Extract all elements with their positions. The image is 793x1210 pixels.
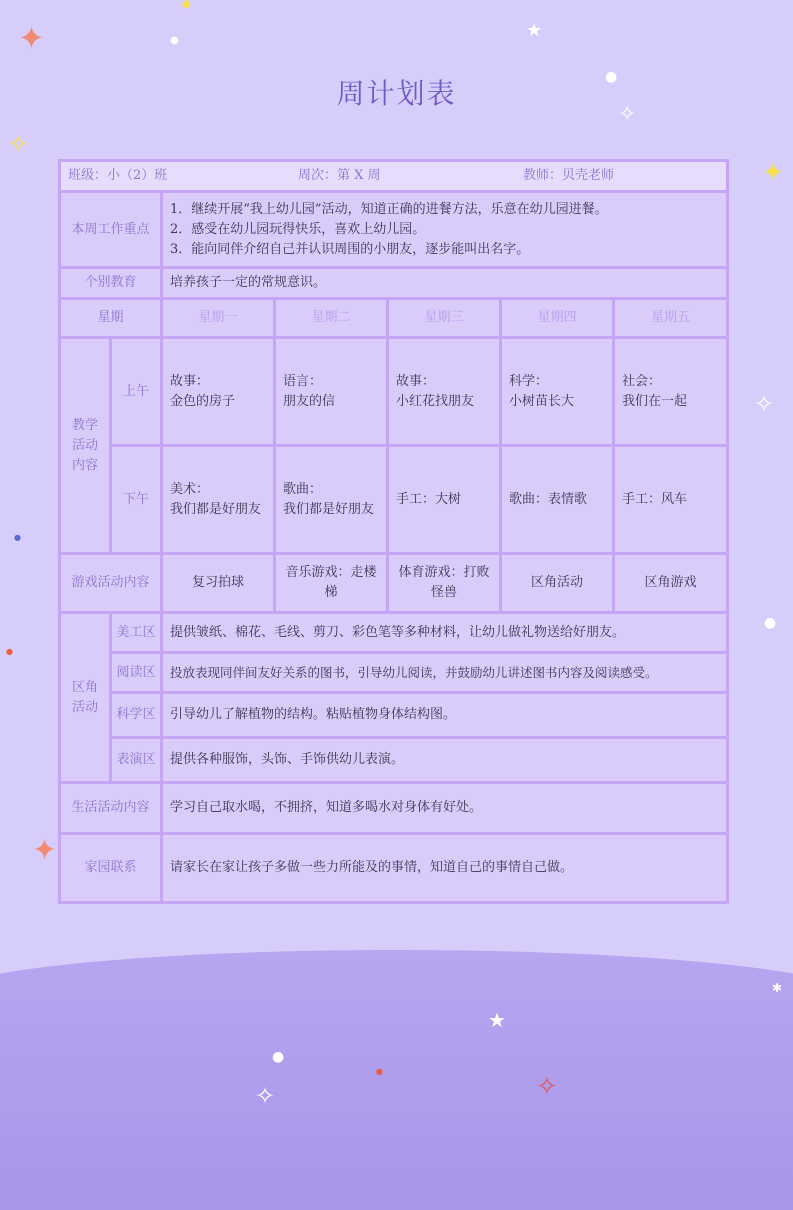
topic: 我们在一起 bbox=[622, 393, 688, 409]
focus-label: 本周工作重点 bbox=[60, 192, 162, 268]
weekday-label: 星期 bbox=[60, 299, 162, 338]
teacher-info: 教师：贝壳老师 bbox=[523, 168, 615, 183]
sparkle-icon: ✧ bbox=[255, 1082, 276, 1110]
focus-item: 1．继续开展“我上幼儿园”活动，知道正确的进餐方法，乐意在幼儿园进餐。 bbox=[170, 201, 608, 217]
individual-label: 个别教育 bbox=[60, 268, 162, 299]
morning-fri bbox=[614, 338, 728, 446]
class-info: 班级：小（2）班 bbox=[68, 168, 168, 183]
header-row bbox=[60, 161, 728, 192]
area-text: 提供各种服饰，头饰、手饰供幼儿表演。 bbox=[162, 738, 728, 783]
subject: 美术： bbox=[170, 481, 210, 497]
home-text: 请家长在家让孩子多做一些力所能及的事情，知道自己的事情自己做。 bbox=[162, 834, 728, 903]
weekday-wed: 星期三 bbox=[388, 299, 501, 338]
topic: 我们都是好朋友 bbox=[170, 501, 262, 517]
afternoon-wed: 手工：大树 bbox=[388, 446, 501, 554]
area-name: 科学区 bbox=[111, 693, 162, 738]
dot-icon: ● bbox=[764, 615, 777, 631]
weekday-fri: 星期五 bbox=[614, 299, 728, 338]
weekday-row bbox=[60, 299, 728, 338]
morning-row bbox=[60, 338, 728, 446]
sparkle-icon: ✦ bbox=[32, 833, 58, 868]
subject: 科学： bbox=[509, 373, 549, 389]
game-tue: 音乐游戏：走楼梯 bbox=[275, 554, 388, 613]
dot-icon: ● bbox=[170, 35, 179, 46]
topic: 朋友的信 bbox=[283, 393, 336, 409]
games-label: 游戏活动内容 bbox=[60, 554, 162, 613]
topic: 小树苗长大 bbox=[509, 393, 575, 409]
individual-text: 培养孩子一定的常规意识。 bbox=[162, 268, 728, 299]
individual-row bbox=[60, 268, 728, 299]
afternoon-tue bbox=[275, 446, 388, 554]
morning-tue bbox=[275, 338, 388, 446]
weekday-mon: 星期一 bbox=[162, 299, 275, 338]
area-text: 引导幼儿了解植物的结构。粘贴植物身体结构图。 bbox=[162, 693, 728, 738]
subject: 故事： bbox=[396, 373, 436, 389]
home-label: 家园联系 bbox=[60, 834, 162, 903]
dot-icon: ● bbox=[376, 1067, 383, 1076]
areas-label: 区角活动 bbox=[60, 613, 111, 783]
game-mon: 复习拍球 bbox=[162, 554, 275, 613]
games-row bbox=[60, 554, 728, 613]
life-row bbox=[60, 783, 728, 834]
background-wave bbox=[0, 950, 793, 1210]
afternoon-mon bbox=[162, 446, 275, 554]
sparkle-icon: ✧ bbox=[536, 1072, 558, 1102]
topic: 金色的房子 bbox=[170, 393, 236, 409]
dot-icon: ● bbox=[605, 69, 618, 85]
dot-icon: ● bbox=[6, 647, 13, 656]
area-name: 美工区 bbox=[111, 613, 162, 653]
weekly-plan-table bbox=[58, 159, 729, 904]
area-name: 表演区 bbox=[111, 738, 162, 783]
area-row bbox=[60, 613, 728, 653]
focus-row bbox=[60, 192, 728, 268]
afternoon-label: 下午 bbox=[111, 446, 162, 554]
afternoon-thu: 歌曲：表情歌 bbox=[501, 446, 614, 554]
area-text: 提供皱纸、棉花、毛线、剪刀、彩色笔等多种材料，让幼儿做礼物送给好朋友。 bbox=[162, 613, 728, 653]
home-row bbox=[60, 834, 728, 903]
morning-mon bbox=[162, 338, 275, 446]
dot-icon: ● bbox=[14, 533, 21, 542]
star-icon: ★ bbox=[526, 20, 543, 41]
morning-label: 上午 bbox=[111, 338, 162, 446]
topic: 小红花找朋友 bbox=[396, 393, 475, 409]
area-row bbox=[60, 653, 728, 693]
teaching-label: 教学活动内容 bbox=[60, 338, 111, 554]
life-label: 生活活动内容 bbox=[60, 783, 162, 834]
area-text: 投放表现同伴间友好关系的图书，引导幼儿阅读，并鼓励幼儿讲述图书内容及阅读感受。 bbox=[162, 653, 728, 693]
focus-item: 2．感受在幼儿园玩得快乐，喜欢上幼儿园。 bbox=[170, 221, 426, 237]
morning-wed bbox=[388, 338, 501, 446]
focus-item: 3．能向同伴介绍自己并认识周围的小朋友，逐步能叫出名字。 bbox=[170, 241, 530, 257]
topic: 我们都是好朋友 bbox=[283, 501, 375, 517]
life-text: 学习自己取水喝，不拥挤，知道多喝水对身体有好处。 bbox=[162, 783, 728, 834]
area-row bbox=[60, 738, 728, 783]
area-name: 阅读区 bbox=[111, 653, 162, 693]
sparkle-icon: ✦ bbox=[18, 19, 45, 57]
sparkle-icon: ✦ bbox=[762, 158, 784, 188]
dot-icon: ● bbox=[272, 1049, 285, 1065]
star-icon: ★ bbox=[488, 1008, 506, 1032]
focus-content bbox=[162, 192, 728, 268]
morning-thu bbox=[501, 338, 614, 446]
weekday-thu: 星期四 bbox=[501, 299, 614, 338]
subject: 社会： bbox=[622, 373, 662, 389]
page-title: 周计划表 bbox=[336, 77, 457, 110]
sparkle-icon: ✧ bbox=[8, 130, 29, 158]
sparkle-icon: ✧ bbox=[754, 390, 775, 418]
afternoon-row bbox=[60, 446, 728, 554]
week-info: 周次：第 X 周 bbox=[298, 168, 381, 183]
dot-icon: ● bbox=[182, 0, 191, 10]
star-icon: ✱ bbox=[772, 981, 783, 995]
subject: 歌曲： bbox=[283, 481, 323, 497]
game-fri: 区角游戏 bbox=[614, 554, 728, 613]
afternoon-fri: 手工：风车 bbox=[614, 446, 728, 554]
game-thu: 区角活动 bbox=[501, 554, 614, 613]
subject: 故事： bbox=[170, 373, 210, 389]
weekday-tue: 星期二 bbox=[275, 299, 388, 338]
subject: 语言： bbox=[283, 373, 323, 389]
area-row bbox=[60, 693, 728, 738]
sparkle-icon: ✧ bbox=[618, 102, 637, 127]
game-wed: 体育游戏：打败怪兽 bbox=[388, 554, 501, 613]
